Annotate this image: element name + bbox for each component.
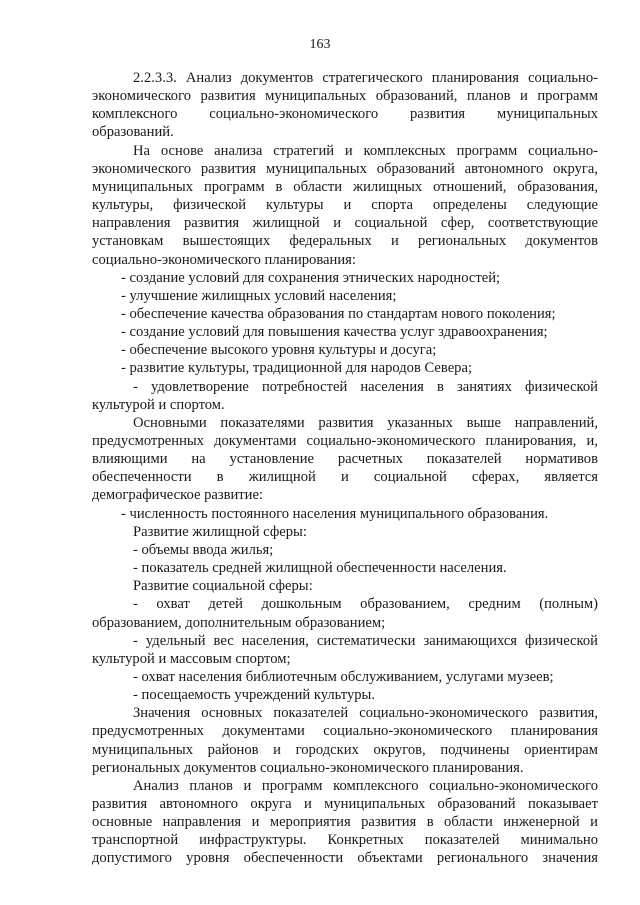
text-line: муниципальных программ в области жилищных отношений, образования, (92, 178, 598, 195)
text-line: установкам вышестоящих федеральных и региональных документов (92, 233, 598, 250)
text-line: - обеспечение качества образования по стандартам нового поколения; (121, 305, 556, 322)
text-line: развития автономного округа и муниципальных образований показывает (92, 796, 598, 812)
text-line: культурой и спортом. (92, 396, 225, 413)
text-line: - развитие культуры, традиционной для народов Севера; (121, 360, 473, 377)
text-line: образований. (92, 124, 174, 141)
text-line: - показатель средней жилищной обеспеченности населения. (133, 560, 507, 577)
text-line: - удовлетворение потребностей населения в занятиях физической (133, 378, 598, 395)
text-line: культуры, физической культуры и спорта определены следующие (92, 197, 598, 214)
text-line: предусмотренных документами социально-экономического планирования, и, (92, 433, 598, 449)
text-line: - улучшение жилищных условий населения; (121, 287, 397, 304)
text-line: социально-экономического планирования: (92, 251, 356, 268)
text-line: предусмотренных документами социально-экономического планирования (92, 723, 598, 740)
text-line: - объемы ввода жилья; (133, 541, 274, 558)
text-line: экономического развития муниципальных образований, планов и программ (92, 88, 598, 105)
text-line: Развитие социальной сферы: (133, 578, 313, 595)
text-line: комплексного социально-экономического развития муниципальных (92, 106, 598, 123)
text-line: 2.2.3.3. Анализ документов стратегического планирования социально- (133, 70, 598, 86)
text-line: региональных документов социально-экономического планирования. (92, 759, 524, 776)
text-line: - охват населения библиотечным обслуживанием, услугами музеев; (133, 668, 554, 685)
text-line: муниципальных районов и городских округов, подчинены ориентирам (92, 741, 598, 758)
text-line: допустимого уровня обеспеченности объектами регионального значения (92, 850, 598, 867)
text-line: влияющими на установление расчетных показателей нормативов (92, 451, 598, 468)
text-line: Развитие жилищной сферы: (133, 523, 307, 540)
text-line: - удельный вес населения, систематически занимающихся физической (133, 632, 598, 649)
text-line: основные направления и мероприятия развития в области инженерной и (92, 814, 598, 831)
text-line: - создание условий для сохранения этнических народностей; (121, 269, 501, 286)
page-number: 163 (309, 37, 331, 52)
text-line: культурой и массовым спортом; (92, 650, 291, 667)
text-line: - охват детей дошкольным образованием, средним (полным) (133, 596, 598, 613)
text-line: обеспеченности в жилищной и социальной сферах, является (92, 469, 598, 486)
text-line: Значения основных показателей социально-экономического развития, (133, 705, 598, 722)
text-line: Анализ планов и программ комплексного социально-экономического (133, 777, 598, 794)
text-line: экономического развития муниципальных образований автономного округа, (92, 160, 598, 177)
text-line: - обеспечение высокого уровня культуры и досуга; (121, 342, 437, 359)
text-line: - посещаемость учреждений культуры. (133, 687, 375, 704)
text-line: - создание условий для повышения качества услуг здравоохранения; (121, 324, 548, 341)
text-line: транспортной инфраструктуры. Конкретных показателей минимально (92, 832, 598, 849)
text-line: На основе анализа стратегий и комплексных программ социально- (133, 142, 598, 159)
text-line: Основными показателями развития указанных выше направлений, (133, 414, 598, 431)
text-line: направления развития жилищной и социальной сфер, соответствующие (92, 215, 598, 232)
text-line: демографическое развитие: (92, 487, 264, 504)
text-line: - численность постоянного населения муниципального образования. (121, 505, 549, 522)
text-line: образованием, дополнительным образованием; (92, 614, 386, 631)
